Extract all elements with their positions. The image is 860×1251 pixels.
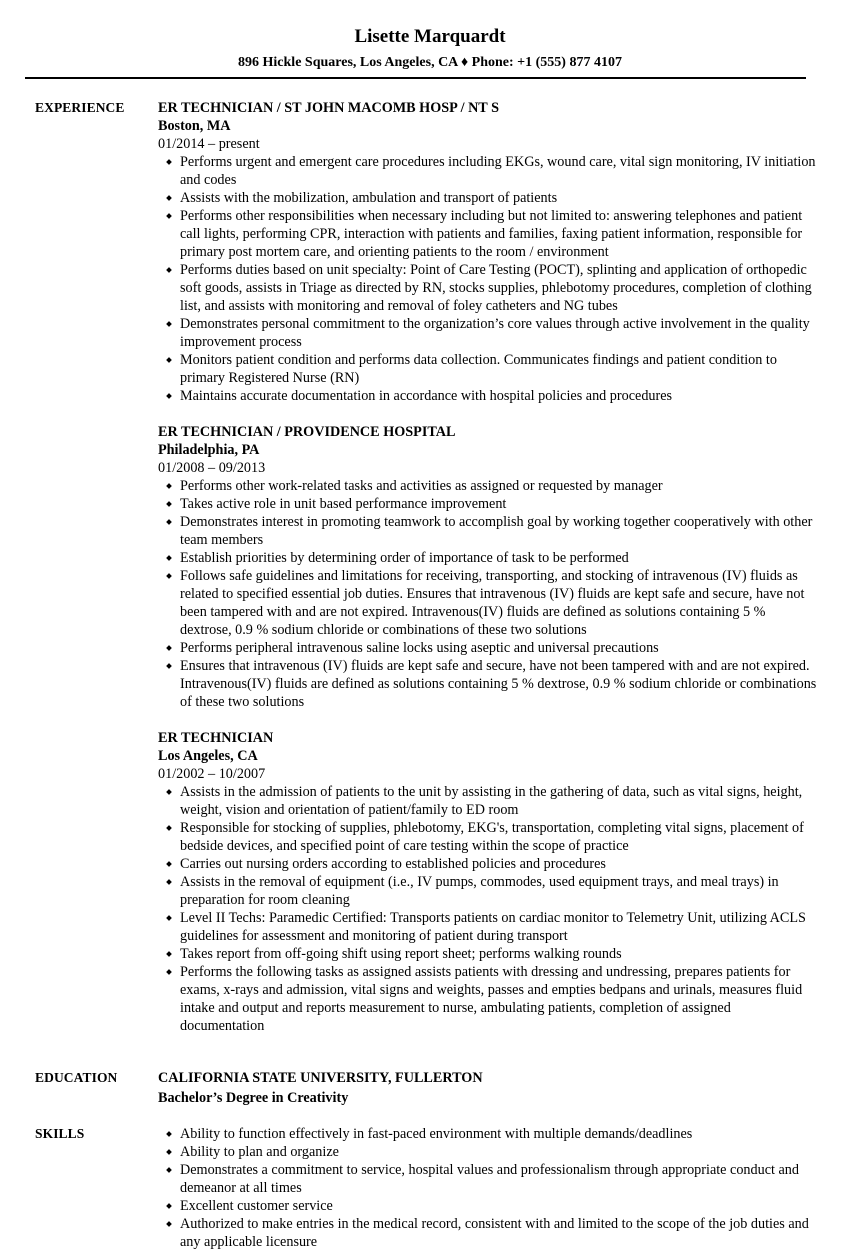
job-dates: 01/2014 – present [158,136,260,152]
duty-item: Follows safe guidelines and limitations for receiving, transporting, and stocking of intravenous (IV) fluids as related to specified essential job duties. Ensures that intravenous (IV) fluids are kept safe and secure, have not been tampered with and are not expired. Intravenous(IV) fluids are defined as solutions containing 5 % dextrose, 0.9 % sodium chloride or combinations of these two solutions [158,567,818,639]
job-duties [158,153,818,405]
job-title: ER TECHNICIAN [158,730,274,746]
job-duties [158,477,818,711]
duty-item: Assists in the removal of equipment (i.e., IV pumps, commodes, used equipment trays, and meal trays) in preparation for room cleaning [158,873,818,909]
section-label-experience: EXPERIENCE [35,100,125,115]
skill-item: Authorized to make entries in the medical record, consistent with and limited to the scope of the job duties and any applicable licensure [158,1215,818,1251]
job-location: Los Angeles, CA [158,748,258,764]
duty-item: Assists in the admission of patients to the unit by assisting in the gathering of data, such as vital signs, height, weight, vision and orientation of patient/family to ED room [158,783,818,819]
section-label-skills: SKILLS [35,1126,85,1141]
experience-list [158,99,818,1053]
degree: Bachelor’s Degree in Creativity [158,1090,349,1106]
duty-item: Performs the following tasks as assigned assists patients with dressing and undressing, prepares patients for exams, x-rays and admission, vital signs and weights, passes and empties bedpans and urinals, measures fluid intake and output and reports measurement to nurse, ambulating patients, completion of assigned documentation [158,963,818,1035]
job-location: Boston, MA [158,118,231,134]
duty-item: Takes report from off-going shift using report sheet; performs walking rounds [158,945,818,963]
duty-item: Performs peripheral intravenous saline locks using aseptic and universal precautions [158,639,818,657]
job-entry [158,99,818,405]
education-entry [158,1069,818,1107]
duty-item: Takes active role in unit based performance improvement [158,495,818,513]
skill-item: Ability to function effectively in fast-paced environment with multiple demands/deadlines [158,1125,818,1143]
duty-item: Ensures that intravenous (IV) fluids are kept safe and secure, have not been tampered with and are not expired. Intravenous(IV) fluids are defined as solutions containing 5 % dextrose, 0.9 % sodium chloride or combinations of these two solutions [158,657,818,711]
skill-item: Excellent customer service [158,1197,818,1215]
duty-item: Performs other responsibilities when necessary including but not limited to: answering telephones and patient call lights, performing CPR, interaction with patients and families, faxing patient information, responsible for primary post mortem care, and orienting patients to the room / environment [158,207,818,261]
skill-bullets [158,1125,818,1251]
resume-header [0,25,860,72]
duty-item: Establish priorities by determining order of importance of task to be performed [158,549,818,567]
duty-item: Demonstrates interest in promoting teamwork to accomplish goal by working together cooperatively with other team members [158,513,818,549]
duty-item: Carries out nursing orders according to established policies and procedures [158,855,818,873]
duty-item: Demonstrates personal commitment to the organization’s core values through active involvement in the quality improvement process [158,315,818,351]
job-entry [158,729,818,1035]
job-dates: 01/2002 – 10/2007 [158,766,266,782]
skill-item: Demonstrates a commitment to service, hospital values and professionalism through appropriate conduct and demeanor at all times [158,1161,818,1197]
duty-item: Performs duties based on unit specialty: Point of Care Testing (POCT), splinting and application of orthopedic soft goods, assists in Triage as directed by RN, stocks supplies, phlebotomy procedures, completion of clothing list, and assists with monitoring and removal of foley catheters and NG tubes [158,261,818,315]
skill-item: Ability to plan and organize [158,1143,818,1161]
duty-item: Responsible for stocking of supplies, phlebotomy, EKG's, transportation, completing vital signs, placement of bedside devices, and specified point of care testing within the scope of practice [158,819,818,855]
school-name: CALIFORNIA STATE UNIVERSITY, FULLERTON [158,1070,483,1086]
duty-item: Performs other work-related tasks and activities as assigned or requested by manager [158,477,818,495]
job-entry [158,423,818,711]
job-dates: 01/2008 – 09/2013 [158,460,266,476]
duty-item: Maintains accurate documentation in accordance with hospital policies and procedures [158,387,818,405]
header-divider [25,77,806,79]
skills-list [158,1125,818,1251]
job-title: ER TECHNICIAN / ST JOHN MACOMB HOSP / NT S [158,100,499,116]
duty-item: Level II Techs: Paramedic Certified: Transports patients on cardiac monitor to Telemetry Unit, utilizing ACLS guidelines for assessment and monitoring of patient during transport [158,909,818,945]
job-duties [158,783,818,1035]
duty-item: Assists with the mobilization, ambulation and transport of patients [158,189,818,207]
candidate-name: Lisette Marquardt [354,26,506,47]
duty-item: Monitors patient condition and performs data collection. Communicates findings and patient condition to primary Registered Nurse (RN) [158,351,818,387]
contact-line: 896 Hickle Squares, Los Angeles, CA ♦ Phone: +1 (555) 877 4107 [238,55,622,70]
job-title: ER TECHNICIAN / PROVIDENCE HOSPITAL [158,424,456,440]
section-label-education: EDUCATION [35,1070,118,1085]
duty-item: Performs urgent and emergent care procedures including EKGs, wound care, vital sign monitoring, IV initiation and codes [158,153,818,189]
job-location: Philadelphia, PA [158,442,260,458]
